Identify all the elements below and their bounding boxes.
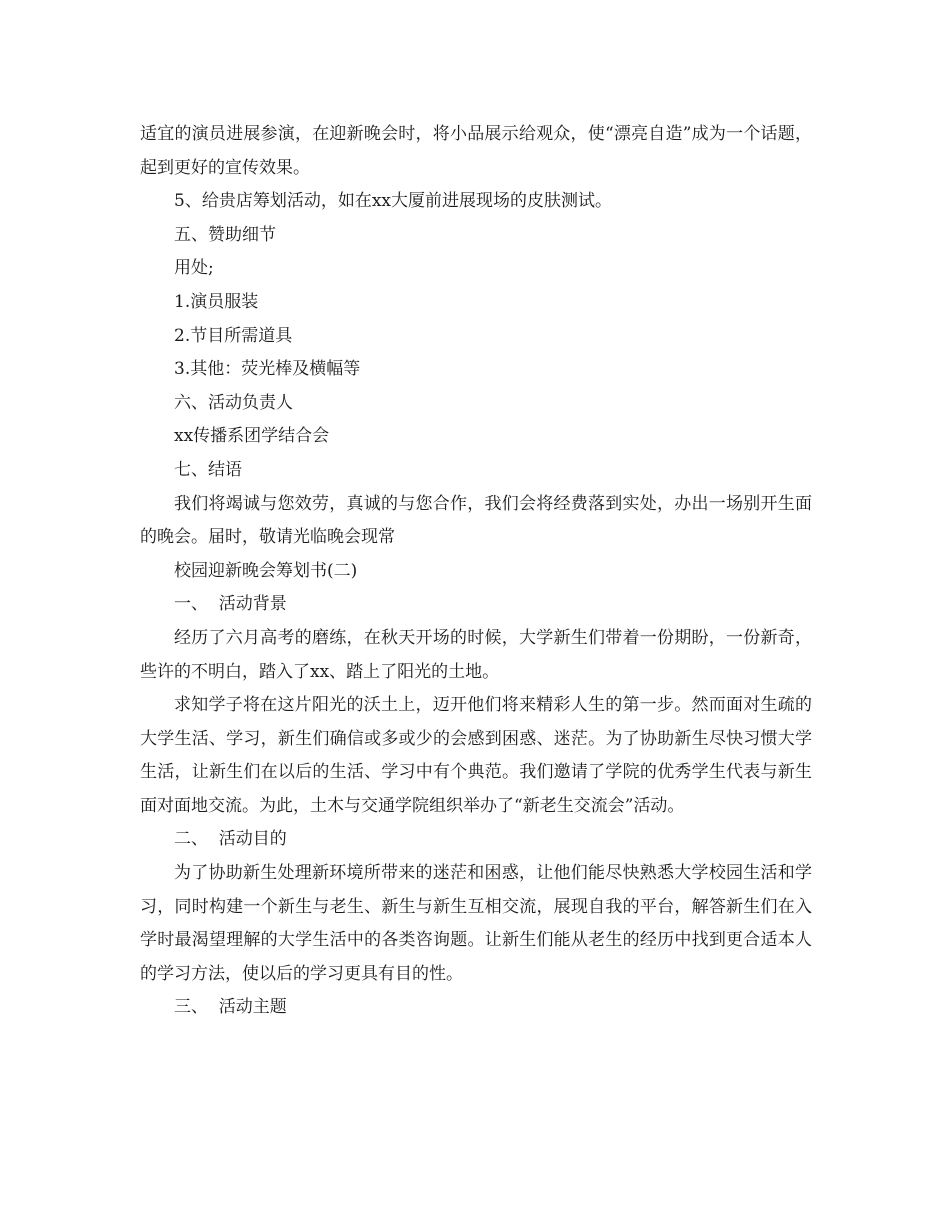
usage-item-1: 1.演员服装: [174, 291, 259, 312]
document-title-2: 校园迎新晚会筹划书(二): [174, 560, 358, 581]
usage-item-2: 2.节目所需道具: [174, 325, 293, 346]
section-heading-purpose: 二、 活动目的: [174, 829, 287, 850]
section-heading-responsible: 六、活动负责人: [174, 392, 293, 413]
usage-label: 用处;: [174, 258, 214, 279]
paragraph-continuation: 适宜的演员进展参演，在迎新晚会时，将小品展示给观众，使“漂亮自造”成为一个话题，起到更好的宣传效果。: [140, 124, 812, 178]
background-paragraph-2: 求知学子将在这片阳光的沃土上，迈开他们将来精彩人生的第一步。然而面对生疏的大学生活、学习，新生们确信或多或少的会感到困惑、迷茫。为了协助新生尽快习惯大学生活，让新生们在以后的生活、学习中有个典范。我们邀请了学院的优秀学生代表与新生面对面地交流。为此，土木与交通学院组织举办了“新老生交流会”活动。: [140, 695, 812, 816]
responsible-party: xx传播系团学结合会: [174, 426, 330, 447]
section-heading-sponsorship: 五、赞助细节: [174, 224, 276, 245]
section-heading-background: 一、 活动背景: [174, 594, 287, 615]
list-item-5: 5、给贵店筹划活动，如在xx大厦前进展现场的皮肤测试。: [174, 191, 612, 212]
purpose-paragraph: 为了协助新生处理新环境所带来的迷茫和困惑，让他们能尽快熟悉大学校园生活和学习，同时构建一个新生与老生、新生与新生互相交流，展现自我的平台，解答新生们在入学时最渴望理解的大学生活中的各类咨询题。让新生们能从老生的经历中找到更合适本人的学习方法，使以后的学习更具有目的性。: [140, 863, 812, 984]
background-paragraph-1: 经历了六月高考的磨练，在秋天开场的时候，大学新生们带着一份期盼，一份新奇，些许的不明白，踏入了xx、踏上了阳光的土地。: [140, 627, 812, 682]
section-heading-theme: 三、 活动主题: [174, 997, 287, 1018]
usage-item-3: 3.其他：荧光棒及横幅等: [174, 359, 361, 380]
document-body: [140, 118, 812, 1025]
conclusion-paragraph: 我们将竭诚与您效劳，真诚的与您合作，我们会将经费落到实处，办出一场别开生面的晚会。届时，敬请光临晚会现常: [140, 493, 812, 548]
section-heading-conclusion: 七、结语: [174, 459, 242, 480]
